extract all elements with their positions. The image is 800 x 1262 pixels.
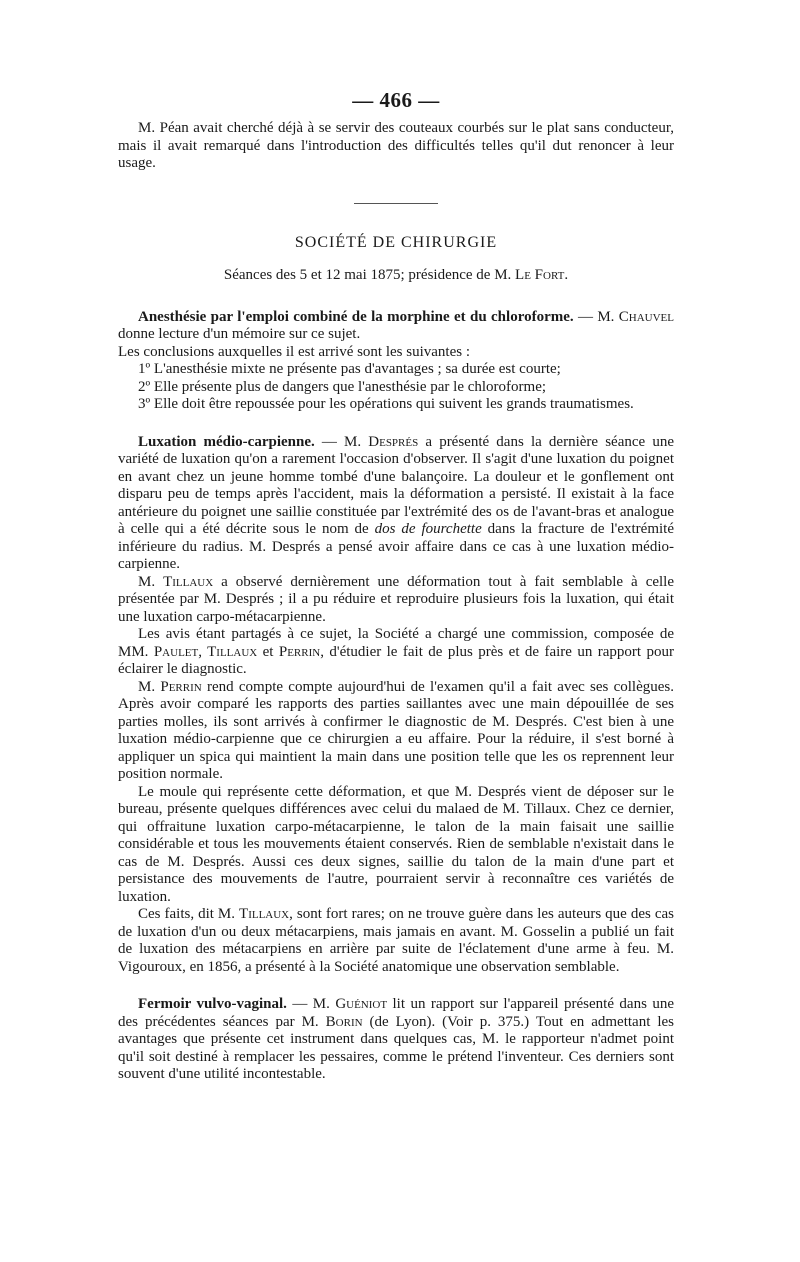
luxation-paragraph-3 <box>118 626 674 679</box>
spacer <box>118 414 674 434</box>
luxation-p2-text-b: a observé dernièrement une déformation tout à fait semblable à celle présentée par M. Després ; il a pu réduire et reproduire plusieurs fois la luxation, qui était une luxation carpo-métacarpienne. <box>118 573 674 625</box>
luxation-p6-text-a: Ces faits, dit M. <box>138 906 240 922</box>
luxation-p4-text-b: rend compte compte aujourd'hui de l'examen qu'il a fait avec ses collègues. Après avoir comparé les rapports des parties saillantes avec une main dépouillée de ses parties molles, ils sont arrivés à confirmer le diagnostic de M. Després. C'est bien à une luxation médio-carpienne que ce chirurgien a eu affaire. Pour la réduire, il s'est borné à appliquer un spica qui maintient la main dans une position telle que les os reprennent leur position normale. <box>118 678 675 782</box>
luxation-p3-names: Paulet, Tillaux <box>153 643 258 660</box>
intro-paragraph: M. Péan avait cherché déjà à se servir des couteaux courbés sur le plat sans conducteur, mais il avait remarqué dans l'introduction des difficultés telles qu'il dut renoncer à leur usage. <box>118 120 674 171</box>
anesthesia-item-2: 2º Elle présente plus de dangers que l'anesthésie par le chloroforme; <box>138 378 547 395</box>
spacer <box>118 976 674 996</box>
anesthesia-conclusions: Les conclusions auxquelles il est arrivé sont les suivantes : <box>118 343 471 360</box>
anesthesia-dash: — M. <box>573 308 619 325</box>
luxation-title: Luxation médio-carpienne. <box>138 433 315 450</box>
luxation-p2-author: Tillaux <box>163 573 214 590</box>
luxation-paragraph-4 <box>118 679 674 784</box>
fermoir-dash: — M. <box>286 996 336 1012</box>
luxation-p6-text-b: , sont fort rares; on ne trouve guère dans les auteurs que des cas de luxation d'un ou deux métacarpiens, mais jamais en avant. M. Gosselin a publié un fait de luxation des métacarpiens en arrière par suite de l'éclatement d'une arme à feu. M. Vigouroux, en 1856, a présenté à la Société anatomique une observation semblable. <box>118 906 675 975</box>
luxation-paragraph-1 <box>118 434 674 574</box>
anesthesia-paragraph <box>118 309 674 344</box>
luxation-dash: — M. <box>314 433 369 450</box>
luxation-author: Després <box>368 433 419 450</box>
luxation-p3-text-a: Les avis étant partagés à ce sujet, la Société a chargé une commission, composée de MM. <box>118 626 674 660</box>
sessions-prefix: Séances des 5 et 12 mai 1875; présidence de M. <box>223 267 516 283</box>
society-heading: SOCIÉTÉ DE CHIRURGIE <box>294 233 498 251</box>
luxation-paragraph-5: Le moule qui représente cette déformation, et que M. Després vient de déposer sur le bureau, présente quelques différences avec celui du malaed de M. Tillaux. Chez ce dernier, qui offraitune luxation carpo-métacarpienne, le talon de la main faisait une saillie considérable et tous les mouvements étaient conservés. Rien de semblable n'existait dans le cas de M. Després. Aussi ces deux signes, saillie du talon de la main d'une part et persistance des mouvements de l'autre, pourraient servir à reconnaître ces variétés de luxation. <box>118 783 674 905</box>
luxation-paragraph-6 <box>118 906 674 976</box>
anesthesia-title: Anesthésie par l'emploi combiné de la morphine et du chloroforme. <box>138 308 574 325</box>
page-body <box>118 88 674 1084</box>
luxation-paragraph-2 <box>118 574 674 627</box>
sessions-line <box>118 267 674 285</box>
fermoir-paragraph <box>118 996 674 1084</box>
luxation-p1-text-a: a présenté dans la dernière séance une variété de luxation qu'on a rarement l'occasion d'observer. Il s'agit d'une luxation du poignet en avant chez un jeune homme tombé d'une balançoire. La douleur et le gonflement ont disparu peu de temps après l'accident, mais la déformation a persisté. Il existait à la face antérieure du poignet une saillie constituée par l'extrémité des os de l'avant-bras et analogue à celle qui a été décrite sous le nom de <box>118 433 674 537</box>
fermoir-author: Guéniot <box>335 996 388 1012</box>
luxation-p4-text-a: M. <box>138 678 161 695</box>
luxation-p1-italic: dos de fourchette <box>374 521 482 537</box>
page-number: — 466 — <box>352 88 440 112</box>
fermoir-title: Fermoir vulvo-vaginal. <box>138 996 287 1012</box>
luxation-p6-author: Tillaux <box>239 906 290 922</box>
anesthesia-item-3: 3º Elle doit être repoussée pour les opérations qui suivent les grands traumatismes. <box>138 396 634 412</box>
anesthesia-author: Chauvel <box>618 308 674 325</box>
luxation-p3-text-b: , d'étudier le fait de plus près et de faire un rapport pour éclairer le diagnostic. <box>118 643 674 677</box>
fermoir-text-b: (de Lyon). (Voir p. 375.) Tout en admettant les avantages que présente cet instrument dans quelques cas, M. le rapporteur n'admet point qu'il soit destiné à remplacer les pessaires, comme le prétend l'inventeur. Ces derniers sont souvent d'une utilité incontestable. <box>118 1013 674 1082</box>
luxation-p3-name2: Perrin <box>278 643 321 660</box>
president-name: Le Fort <box>515 267 565 283</box>
anesthesia-lead: donne lecture d'un mémoire sur ce sujet. <box>118 326 361 342</box>
luxation-p2-text-a: M. <box>138 573 164 590</box>
sessions-suffix: . <box>564 267 569 283</box>
fermoir-author-2: Borin <box>325 1013 363 1030</box>
anesthesia-item-1: 1º L'anesthésie mixte ne présente pas d'avantages ; sa durée est courte; <box>138 361 561 377</box>
section-divider <box>354 203 438 204</box>
luxation-p4-author: Perrin <box>160 678 202 695</box>
luxation-p1-text-b: dans la fracture de l'extrémité inférieure du radius. M. Després a pensé avoir affaire dans ce cas à une luxation médio-carpienne. <box>118 521 674 572</box>
luxation-p3-and: et <box>257 643 279 660</box>
fermoir-text-a: lit un rapport sur l'appareil présenté dans une des précédentes séances par M. <box>118 996 675 1030</box>
